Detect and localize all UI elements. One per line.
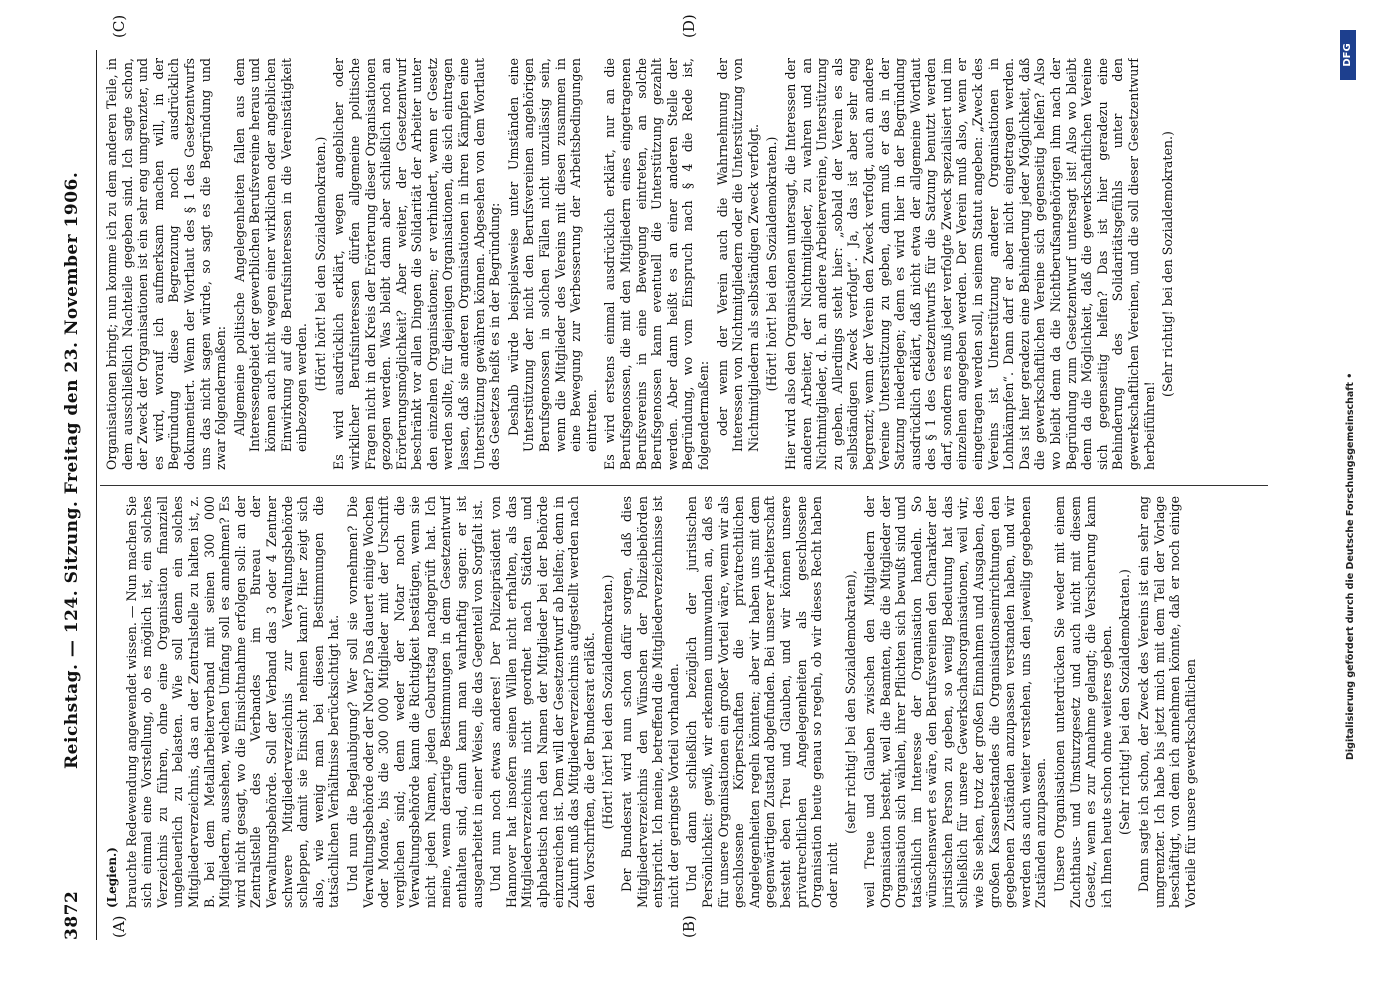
paragraph: Es wird erstens einmal ausdrücklich erklärt, nur an die Berufsgenossen, die mit den Mitgliedern eines eingetragenen Berufsvereins in eine Bewegung eintreten, an solche Berufsgenossen kann eventuell die Unterstützung gezahlt werden. Aber dann heißt es an einer anderen Stelle der Begründung, wo vom Einspruch nach § 4 die Rede ist, folgendermaßen:: [602, 58, 711, 470]
running-head: [62, 50, 90, 940]
dfg-logo: DFG: [1340, 30, 1356, 80]
paragraph: Und nun noch etwas anderes! Der Polizeipräsident von Hannover hat insofern seinen Willen nicht erhalten, als das Mitgliederverzeichnis nicht geordnet nach Städten und alphabetisch nach den Namen der Mitglieder bei der Behörde einzureichen ist. Dem will der Gesetzentwurf ab helfen; denn in Zukunft muß das Mitgliederverzeichnis aufgestellt werden nach den Vorschriften, die der Bundesrat erläßt.: [488, 496, 597, 908]
interjection: (Hört! hört! bei den Sozialdemokraten.): [600, 574, 616, 830]
right-column: [104, 58, 1264, 470]
left-column: [104, 496, 1264, 908]
paragraph: Und nun die Beglaubigung? Wer soll sie vornehmen? Die Verwaltungsbehörde oder der Notar? Das dauert einige Wochen oder Monate, bis die 300 000 Mitglieder mit der Urschrift verglichen sind; denn weder der Notar noch die Verwaltungsbehörde kann die Richtigkeit bestätigen, wenn sie nicht jeden Namen, jeden Geburtstag nachgeprüft hat. Ich meine, wenn derartige Bestimmungen in dem Gesetzentwurf enthalten sind, dann kann man wahrhaftig sagen: er ist ausgearbeitet in einer Weise, die das Gegenteil von Sorgfalt ist.: [344, 496, 485, 908]
quotation: Deshalb würde beispielsweise unter Umständen eine Unterstützung der nicht den Berufsvereinen angehörigen Berufsgenossen in solchen Fällen nicht unzulässig sein, wenn die Mitglieder des Vereins mit diesen zusammen in eine Bewegung zur Verbesserung der Arbeitsbedingungen eintreten.: [505, 58, 599, 452]
paragraph: brauchte Redewendung angewendet wissen. — Nun machen Sie sich einmal eine Vorstellung, ob es möglich ist, ein solches Verzeichnis zu führen, ohne eine Organisation finanziell ungeheuerlich zu belasten. Wie soll denn ein solches Mitgliederverzeichnis, das an der Zentralstelle zu halten ist, z. B. bei dem Metallarbeiterverband mit seinen 300 000 Mitgliedern, aussehen, welchen Umfang soll es annehmen? Es wird nicht gesagt, wo die Einsichtnahme erfolgen soll: an der Zentralstelle des Verbandes im Bureau der Verwaltungsbehörde. Soll der Verband das 3 oder 4 Zentner schwere Mitgliederverzeichnis zur Verwaltungsbehörde schleppen, damit sie Einsicht nehmen kann? Hier zeigt sich also, wie wenig man bei diesen Bestimmungen die tatsächlichen Verhältnisse berücksichtigt hat.: [123, 496, 342, 908]
paragraph: Organisationen bringt; nun komme ich zu dem anderen Teile, in dem ausschließlich Nachteile gegeben sind. Ich sagte schon, der Zweck der Organisationen ist ein sehr eng umgrenzter, und es wird, worauf ich aufmerksam machen will, in der Begründung diese Begrenzung noch ausdrücklich dokumentiert. Wenn der Wortlaut des § 1 des Gesetzentwurfs uns das nicht sagen würde, so sagt es die Begründung und zwar folgendermaßen:: [104, 58, 229, 470]
header-rule: [96, 50, 97, 940]
interjection: (sehr richtig! bei den Sozialdemokraten),: [843, 570, 859, 834]
paragraph: Unsere Organisationen unterdrücken Sie weder mit einem Zuchthaus- und Umsturzgesetz und auch nicht mit diesem Gesetz, wenn es zur Annahme gelangt; die Versicherung kann ich Ihnen heute schon ohne weiteres geben.: [1052, 496, 1114, 908]
paragraph: Dann sagte ich schon, der Zweck des Vereins ist ein sehr eng umgrenzter. Ich habe bis jetzt mich mit dem Teil der Vorlage beschäftigt, von dem ich annehmen könnte, daß er noch einige Vorteile für unsere gewerkschaftlichen: [1136, 496, 1198, 908]
paragraph: Hier wird also den Organisationen untersagt, die Interessen der anderen Arbeiter, der Nichtmitglieder, zu wahren und an Nichtmitglieder, d. h. an andere Arbeitervereine, Unterstützung zu geben. Allerdings steht hier: „sobald der Verein es als selbständigen Zweck verfolgt“. Ja, das ist aber sehr eng begrenzt; wenn der Verein den Zweck verfolgt, auch an andere Vereine Unterstützung zu geben, dann muß er das in der Satzung niederlegen; denn es wird hier in der Begründung ausdrücklich erklärt, daß nicht etwa der allgemeine Wortlaut des § 1 des Gesetzentwurfs für die Satzung benutzt werden darf, sondern es muß jeder verfolgte Zweck spezialisiert und im einzelnen angegeben werden. Der Verein muß also, wenn er eingetragen werden soll, in seinem Statut angeben: „Zweck des Vereins ist Unterstützung anderer Organisationen in Lohnkämpfen“. Dann darf er aber nicht eingetragen werden. Das ist hier geradezu eine Behinderung jeder Möglichkeit, daß die gewerkschaftlichen Vereine sich gegenseitig helfen? Also wo bleibt denn da die Nichtberufsangehörigen ihm nach der Begründung zum Gesetzentwurf untersagt ist! Also wo bleibt denn da die Möglichkeit, daß die gewerkschaftlichen Vereine sich gegenseitig helfen? Das ist hier geradezu eine Behinderung des Solidaritätsgefühls unter den gewerkschaftlichen Vereinen, und die soll dieser Gesetzentwurf herbeiführen!: [782, 58, 1157, 470]
margin-letter-b: (B): [680, 915, 698, 938]
interjection: (Sehr richtig! bei den Sozialdemokraten.): [1117, 569, 1133, 835]
paragraph: Der Bundesrat wird nun schon dafür sorgen, daß dies Mitgliederverzeichnis den Wünschen der Polizeibehörden entspricht. Ich meine, betreffend die Mitgliederverzeichnisse ist nicht der geringste Vorteil vorhanden.: [619, 496, 681, 908]
margin-letter-a: (A): [110, 915, 128, 938]
interjection: (Sehr richtig! bei den Sozialdemokraten.): [1160, 131, 1176, 397]
quotation: oder wenn der Verein auch die Wahrnehmung der Interessen von Nichtmitgliedern oder die Unterstützung von Nichtmitgliedern als selbständigen Zweck verfolgt.: [714, 58, 761, 452]
margin-letter-c: (C): [110, 14, 128, 38]
interjection: (Hört! hört! bei den Sozialdemokraten.): [764, 136, 780, 392]
page-number: 3872: [62, 890, 82, 940]
paragraph: Es wird ausdrücklich erklärt, wegen angeblicher oder wirklicher Berufsinteressen dürfen allgemeine politische Fragen nicht in den Kreis der Erörterung dieser Organisationen gezogen werden. Was bleibt dann aber schließlich noch an Erörterungsmöglichkeit? Aber weiter, der Gesetzentwurf beschränkt vor allen Dingen die Solidarität der Arbeiter unter den einzelnen Organisationen; er verhindert, wenn er Gesetz werden sollte, für diejenigen Organisationen, die sich eintragen lassen, daß sie anderen Organisationen in ihren Kämpfen eine Unterstützung gewähren können. Abgesehen von dem Wortlaut des Gesetzes heißt es in der Begründung:: [331, 58, 503, 470]
digitization-note: Digitalisierung gefördert durch die Deutsche Forschungsgemeinschaft •: [1345, 372, 1356, 760]
interjection: (Hört! hört! bei den Sozialdemokraten.): [312, 136, 328, 392]
column-divider: [100, 485, 1268, 486]
session-heading: Reichstag. — 124. Sitzung. Freitag den 23. November 1906.: [62, 171, 82, 769]
paragraph: Und dann schließlich bezüglich der juristischen Persönlichkeit: gewiß, wir erkennen unumwunden an, daß es für unsere Organisationen ein großer Vorteil wäre, wenn wir als geschlossene Körperschaften die privatrechtlichen Angelegenheiten regeln könnten; aber wir haben uns mit dem gegenwärtigen Zustand abgefunden. Bei unserer Arbeiterschaft besteht eben Treu und Glauben, und wir können unsere privatrechtlichen Angelegenheiten als geschlossene Organisation heute genau so regeln, ob wir dieses Recht haben oder nicht: [684, 496, 840, 908]
paragraph: weil Treue und Glauben zwischen den Mitgliedern der Organisation besteht, weil die Beamten, die die Mitglieder der Organisation sich wählen, ihrer Pflichten sich bewußt sind und tatsächlich im Interesse der Organisation handeln. So wünschenswert es wäre, den Berufsvereinen den Charakter der juristischen Person zu geben, so wenig Bedeutung hat das schließlich für unsere Gewerkschaftsorganisationen, weil wir, wie Sie sehen, trotz der großen Einnahmen und Ausgaben, des großen Kassenbestandes die Organisationseinrichtungen den gegebenen Zuständen anzupassen verstanden haben, und wir werden das auch weiter verstehen, uns den jeweilig gegebenen Zuständen anzupassen.: [861, 496, 1049, 908]
quotation: Allgemeine politische Angelegenheiten fallen aus dem Interessengebiet der gewerblichen Berufsvereine heraus und können auch nicht wegen einer wirklichen oder angeblichen Einwirkung auf die Berufsinteressen in die Vereinstätigkeit einbezogen werden.: [231, 58, 310, 452]
margin-letter-d: (D): [680, 14, 698, 38]
speaker-label: (Legien.): [105, 847, 119, 908]
